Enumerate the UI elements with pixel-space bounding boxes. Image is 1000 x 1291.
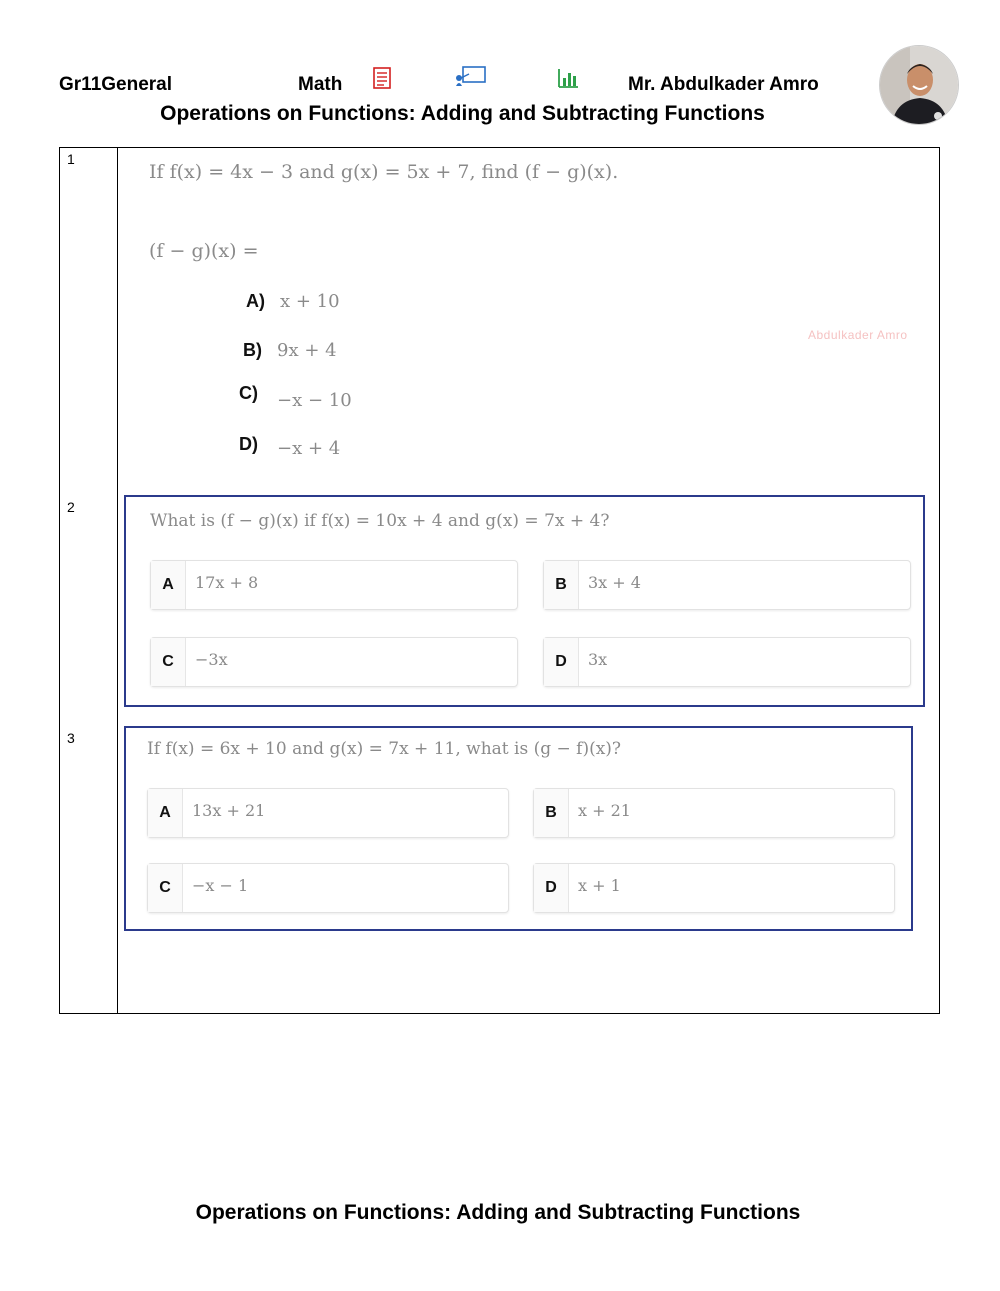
- option-a[interactable]: [150, 560, 518, 610]
- option-b[interactable]: [243, 340, 337, 361]
- option-letter: D: [534, 864, 569, 912]
- option-letter: B: [534, 789, 569, 837]
- option-value: 3x: [588, 650, 608, 669]
- option-letter: C: [148, 864, 183, 912]
- option-value: −x − 10: [277, 390, 352, 411]
- grade-label: Gr11General: [59, 74, 173, 95]
- option-c[interactable]: [147, 863, 509, 913]
- option-d[interactable]: [543, 637, 911, 687]
- option-letter: D: [544, 638, 579, 686]
- option-d[interactable]: [533, 863, 895, 913]
- option-value: 17x + 8: [195, 573, 259, 592]
- question-card: [124, 495, 925, 707]
- option-value: −x − 1: [192, 876, 249, 895]
- option-letter: B: [544, 561, 579, 609]
- worksheet-icon: [373, 67, 391, 94]
- option-label: C): [239, 383, 258, 403]
- question-card: [124, 726, 913, 931]
- watermark: Abdulkader Amro: [808, 328, 908, 342]
- option-value: 3x + 4: [588, 573, 641, 592]
- teacher-name: Mr. Abdulkader Amro: [628, 74, 819, 95]
- option-value: x + 21: [578, 801, 631, 820]
- footer-title: Operations on Functions: Adding and Subtracting Functions: [195, 1201, 801, 1224]
- option-letter: A: [148, 789, 183, 837]
- option-label: D): [239, 434, 258, 454]
- option-value: x + 1: [578, 876, 621, 895]
- option-value: 9x + 4: [277, 340, 337, 361]
- option-c[interactable]: [239, 383, 352, 411]
- page-title: Operations on Functions: Adding and Subtracting Functions: [160, 102, 765, 125]
- option-a[interactable]: [147, 788, 509, 838]
- option-d[interactable]: [239, 434, 341, 459]
- question-number: 2: [67, 499, 75, 515]
- option-b[interactable]: [533, 788, 895, 838]
- option-value: 13x + 21: [192, 801, 266, 820]
- chart-icon: [557, 67, 579, 94]
- option-value: −3x: [195, 650, 228, 669]
- question-number: 1: [67, 151, 75, 167]
- option-letter: A: [151, 561, 186, 609]
- column-divider: [117, 148, 118, 1013]
- subject-label: Math: [298, 74, 343, 95]
- option-label: A): [246, 291, 265, 311]
- option-b[interactable]: [543, 560, 911, 610]
- question-stem: If f(x) = 4x − 3 and g(x) = 5x + 7, find (f − g)(x).: [149, 161, 619, 183]
- question-number: 3: [67, 730, 75, 746]
- option-letter: C: [151, 638, 186, 686]
- question-stem: If f(x) = 6x + 10 and g(x) = 7x + 11, what is (g − f)(x)?: [147, 739, 622, 759]
- question-prompt: (f − g)(x) =: [149, 240, 259, 262]
- option-value: x + 10: [280, 291, 340, 312]
- option-c[interactable]: [150, 637, 518, 687]
- option-a[interactable]: [246, 291, 340, 312]
- option-label: B): [243, 340, 262, 360]
- whiteboard-icon: [455, 66, 487, 91]
- option-value: −x + 4: [277, 438, 341, 459]
- question-stem: What is (f − g)(x) if f(x) = 10x + 4 and g(x) = 7x + 4?: [150, 511, 610, 531]
